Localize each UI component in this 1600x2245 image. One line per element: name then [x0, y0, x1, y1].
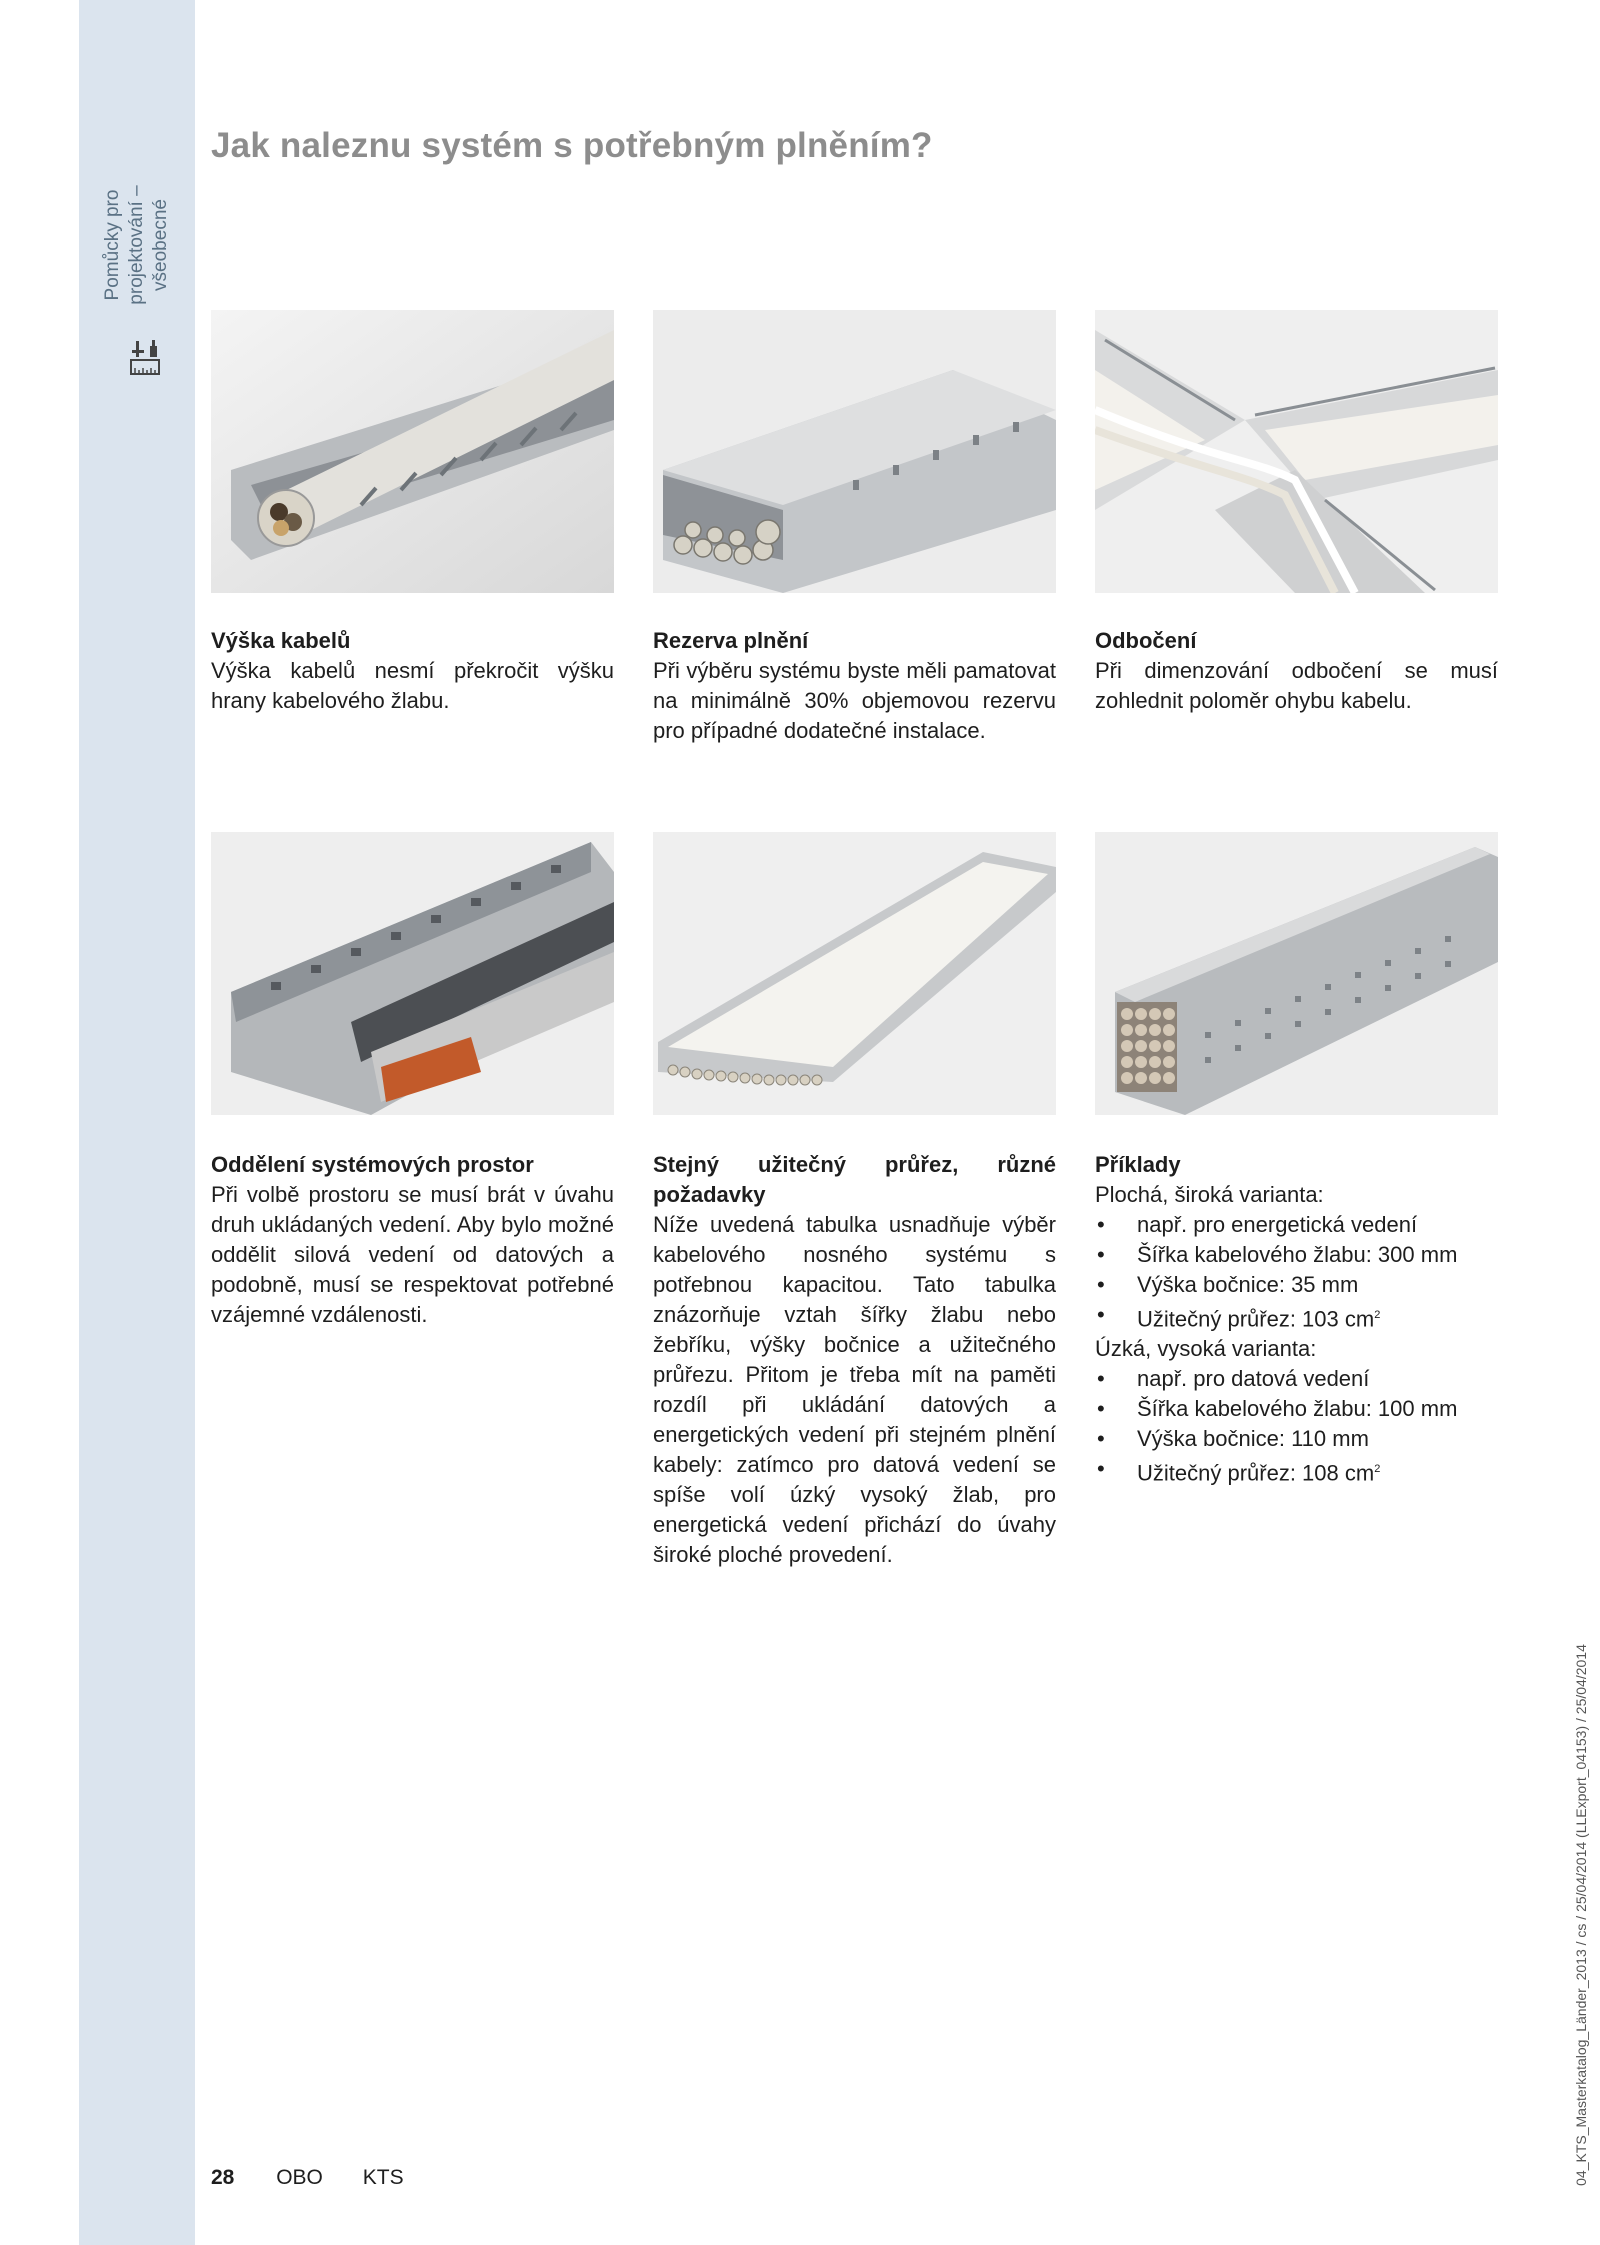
list-item-text: Užitečný průřez: 108 cm — [1137, 1460, 1375, 1486]
section-title: Odbočení — [1095, 628, 1197, 653]
list-item-text: např. pro datová vedení — [1137, 1366, 1370, 1392]
flat-tray-photo — [653, 832, 1056, 1115]
list-item-text: Výška bočnice: 110 mm — [1137, 1426, 1369, 1452]
section-body: Při dimenzování odbočení se musí zohlednit poloměr ohybu kabelu. — [1095, 658, 1498, 713]
list-item — [1095, 1364, 1498, 1394]
list-item-text: např. pro energetická vedení — [1137, 1212, 1418, 1237]
list-item — [1095, 1210, 1498, 1240]
list-item — [1095, 1394, 1498, 1424]
list-item — [1095, 1424, 1498, 1454]
list-item-text: Šířka kabelového žlabu: 300 mm — [1137, 1242, 1458, 1267]
fill-reserve-photo — [653, 310, 1056, 593]
narrow-variant-label: Úzká, vysoká varianta: — [1095, 1336, 1317, 1362]
separation-photo — [211, 832, 614, 1115]
page-number: 28 — [211, 2166, 235, 2189]
product-name: KTS — [362, 2166, 404, 2189]
cable-height-photo — [211, 310, 614, 593]
page-footer — [211, 2166, 438, 2190]
flat-variant-label: Plochá, široká varianta: — [1095, 1182, 1324, 1207]
section-examples — [1095, 1150, 1498, 1489]
narrow-variant-list — [1095, 1364, 1498, 1488]
list-item — [1095, 1300, 1498, 1334]
section-cable-height — [211, 626, 614, 716]
list-item — [1095, 1454, 1498, 1488]
section-branch — [1095, 626, 1498, 716]
branch-photo — [1095, 310, 1498, 593]
tools-ruler-icon — [130, 338, 160, 376]
list-item — [1095, 1240, 1498, 1270]
list-item-text: Užitečný průřez: 103 cm — [1137, 1306, 1375, 1332]
section-title: Stejný užitečný průřez, různé požadavky — [653, 1152, 1056, 1207]
section-body: Níže uvedená tabulka usnadňuje výběr kabelového nosného systému s potřebnou kapacitou. Tato tabulka znázorňuje vztah šířky žlabu nebo žebříku, výšky bočnice a užitečného průřezu. Přitom je třeba mít na paměti rozdíl při ukládání datových a energetických vedení při stejném plnění kabely: zatímco pro datová vedení se spíše volí úzký vysoký žlab, pro energetická vedení přichází do úvahy široké ploché provedení. — [653, 1212, 1056, 1567]
section-same-cross-section — [653, 1150, 1056, 1570]
list-item-text: Šířka kabelového žlabu: 100 mm — [1137, 1396, 1458, 1422]
section-body: Při volbě prostoru se musí brát v úvahu druh ukládaných vedení. Aby bylo možné oddělit silová vedení od datových a podobně, musí se respektovat potřebné vzájemné vzdálenosti. — [211, 1182, 614, 1327]
flat-variant-list — [1095, 1210, 1498, 1334]
superscript: 2 — [1374, 1463, 1381, 1476]
section-title: Příklady — [1095, 1152, 1181, 1177]
superscript: 2 — [1374, 1309, 1381, 1321]
list-item — [1095, 1270, 1498, 1300]
list-item-text: Výška bočnice: 35 mm — [1137, 1272, 1359, 1297]
section-body: Výška kabelů nesmí překročit výšku hrany kabelového žlabu. — [211, 658, 614, 713]
document-id: 04_KTS_Masterkatalog_Länder_2013 / cs / 25/04/2014 (LLExport_04153) / 25/04/2014 — [1573, 1644, 1589, 2186]
section-fill-reserve — [653, 626, 1056, 746]
section-title: Rezerva plnění — [653, 628, 809, 653]
tall-tray-photo — [1095, 832, 1498, 1115]
section-body: Při výběru systému byste měli pamatovat na minimálně 30% objemovou rezervu pro případné dodatečné instalace. — [653, 658, 1056, 743]
page-title: Jak naleznu systém s potřebným plněním? — [211, 126, 933, 165]
section-title: Výška kabelů — [211, 628, 351, 653]
section-title: Oddělení systémových prostor — [211, 1152, 534, 1177]
section-label: Pomůcky pro projektování – všeobecné — [102, 185, 171, 305]
brand-name: OBO — [276, 2166, 323, 2189]
section-separation — [211, 1150, 614, 1330]
